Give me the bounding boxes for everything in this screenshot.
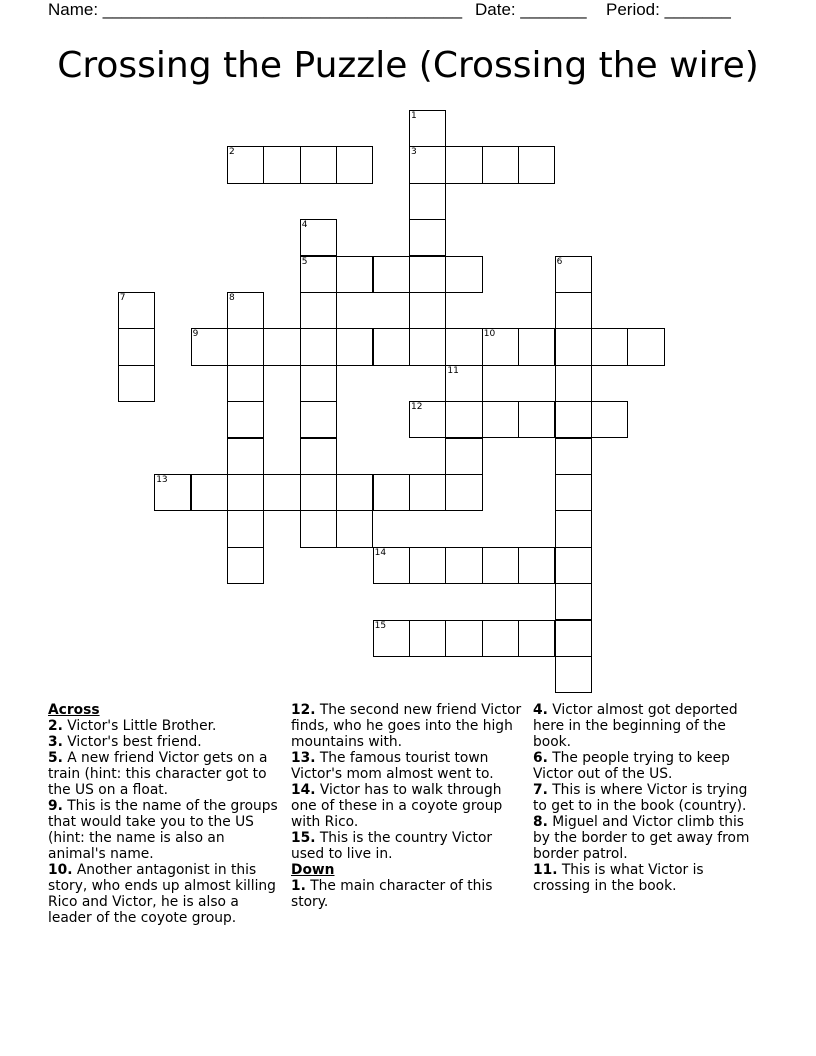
- grid-cell[interactable]: [154, 474, 191, 511]
- clues-column-1: [48, 702, 280, 926]
- grid-cell[interactable]: [482, 146, 519, 183]
- grid-cell[interactable]: [227, 401, 264, 438]
- grid-cell[interactable]: [118, 328, 155, 365]
- down-heading: Down: [291, 862, 335, 878]
- grid-cell[interactable]: [445, 256, 482, 293]
- grid-cell[interactable]: [300, 438, 337, 475]
- grid-cell[interactable]: [482, 328, 519, 365]
- page-title: Crossing the Puzzle (Crossing the wire): [57, 45, 759, 86]
- grid-cell[interactable]: [482, 547, 519, 584]
- grid-cell[interactable]: [445, 620, 482, 657]
- clue-down-4: 4. Victor almost got deported here in the beginning of the book.: [533, 702, 738, 750]
- grid-cell[interactable]: [300, 365, 337, 402]
- grid-cell[interactable]: [409, 474, 446, 511]
- clue-number: 2: [229, 147, 235, 158]
- grid-cell[interactable]: [627, 328, 664, 365]
- clue-number: 9: [192, 329, 199, 340]
- grid-cell[interactable]: [409, 146, 446, 183]
- clue-number: 11: [447, 365, 459, 376]
- grid-cell[interactable]: [555, 256, 592, 293]
- date-field-label: Date: _______: [475, 0, 587, 19]
- clues-column-2: [291, 702, 523, 910]
- clue-across-3: 3. Victor's best friend.: [48, 734, 202, 750]
- grid-cell[interactable]: [445, 365, 482, 402]
- grid-cell[interactable]: [300, 474, 337, 511]
- grid-cell[interactable]: [409, 219, 446, 256]
- grid-cell[interactable]: [191, 328, 228, 365]
- grid-cell[interactable]: [118, 292, 155, 329]
- period-field-label: Period: _______: [606, 0, 731, 19]
- clue-down-7: 7. This is where Victor is trying to get to in the book (country).: [533, 782, 748, 814]
- clue-across-10: 10. Another antagonist in this story, who ends up almost killing Rico and Victor, he is also a leader of the coyote group.: [48, 862, 276, 926]
- grid-cell[interactable]: [445, 146, 482, 183]
- grid-cell[interactable]: [591, 401, 628, 438]
- grid-cell[interactable]: [227, 328, 264, 365]
- grid-cell[interactable]: [555, 583, 592, 620]
- clue-across-2: 2. Victor's Little Brother.: [48, 718, 217, 734]
- grid-cell[interactable]: [445, 401, 482, 438]
- grid-cell[interactable]: [227, 438, 264, 475]
- clue-number: 7: [119, 293, 126, 303]
- grid-cell[interactable]: [409, 620, 446, 657]
- grid-cell[interactable]: [409, 328, 446, 365]
- clue-number: 10: [483, 329, 496, 340]
- grid-cell[interactable]: [555, 401, 592, 438]
- grid-cell[interactable]: [518, 547, 555, 584]
- grid-cell[interactable]: [336, 256, 373, 293]
- clue-number: 5: [301, 256, 308, 267]
- grid-cell[interactable]: [373, 328, 410, 365]
- grid-cell[interactable]: [227, 292, 264, 329]
- grid-cell[interactable]: [373, 620, 410, 657]
- grid-cell[interactable]: [263, 328, 300, 365]
- grid-cell[interactable]: [191, 474, 228, 511]
- grid-cell[interactable]: [227, 547, 264, 584]
- name-field-label: Name: ______________________________________: [48, 0, 463, 19]
- grid-cell[interactable]: [300, 401, 337, 438]
- clue-across-5: 5. A new friend Victor gets on a train (hint: this character got to the US on a float.: [48, 750, 268, 798]
- clue-across-12: 12. The second new friend Victor finds, who he goes into the high mountains with.: [291, 702, 522, 750]
- grid-cell[interactable]: [263, 474, 300, 511]
- grid-cell[interactable]: [227, 510, 264, 547]
- across-heading: Across: [48, 702, 100, 718]
- grid-cell[interactable]: [409, 110, 446, 147]
- grid-cell[interactable]: [300, 510, 337, 547]
- grid-cell[interactable]: [336, 146, 373, 183]
- grid-cell[interactable]: [263, 146, 300, 183]
- grid-cell[interactable]: [591, 328, 628, 365]
- grid-cell[interactable]: [300, 146, 337, 183]
- grid-cell[interactable]: [518, 620, 555, 657]
- grid-cell[interactable]: [518, 401, 555, 438]
- grid-cell[interactable]: [409, 547, 446, 584]
- clue-down-1: 1. The main character of this story.: [291, 878, 493, 910]
- grid-cell[interactable]: [555, 474, 592, 511]
- grid-cell[interactable]: [227, 365, 264, 402]
- grid-cell[interactable]: [336, 474, 373, 511]
- grid-cell[interactable]: [300, 219, 337, 256]
- grid-cell[interactable]: [409, 256, 446, 293]
- grid-cell[interactable]: [227, 146, 264, 183]
- grid-cell[interactable]: [409, 183, 446, 220]
- clue-number: 14: [374, 547, 387, 558]
- grid-cell[interactable]: [373, 256, 410, 293]
- clue-number: 4: [301, 220, 308, 231]
- clue-number: 12: [411, 402, 423, 413]
- clue-number: 13: [156, 475, 168, 485]
- clue-down-11: 11. This is what Victor is crossing in the book.: [533, 862, 704, 894]
- clue-down-6: 6. The people trying to keep Victor out of the US.: [533, 750, 730, 782]
- grid-cell[interactable]: [409, 401, 446, 438]
- grid-cell[interactable]: [118, 365, 155, 402]
- grid-cell[interactable]: [336, 328, 373, 365]
- clue-number: 8: [229, 293, 235, 303]
- grid-cell[interactable]: [409, 292, 446, 329]
- grid-cell[interactable]: [227, 474, 264, 511]
- grid-cell[interactable]: [373, 547, 410, 584]
- grid-cell[interactable]: [555, 365, 592, 402]
- grid-cell[interactable]: [373, 474, 410, 511]
- grid-cell[interactable]: [300, 328, 337, 365]
- grid-cell[interactable]: [445, 438, 482, 475]
- grid-cell[interactable]: [445, 547, 482, 584]
- grid-cell[interactable]: [555, 328, 592, 365]
- grid-cell[interactable]: [300, 292, 337, 329]
- grid-cell[interactable]: [482, 620, 519, 657]
- grid-cell[interactable]: [555, 510, 592, 547]
- grid-cell[interactable]: [555, 656, 592, 693]
- grid-cell[interactable]: [555, 547, 592, 584]
- grid-cell[interactable]: [336, 510, 373, 547]
- clue-number: 6: [556, 256, 563, 267]
- grid-cell[interactable]: [518, 146, 555, 183]
- grid-cell[interactable]: [445, 474, 482, 511]
- clue-across-15: 15. This is the country Victor used to live in.: [291, 830, 493, 862]
- clue-number: 15: [374, 620, 387, 631]
- grid-cell[interactable]: [518, 328, 555, 365]
- clues-column-3: [533, 702, 765, 894]
- grid-cell[interactable]: [555, 292, 592, 329]
- grid-cell[interactable]: [482, 401, 519, 438]
- clue-down-8: 8. Miguel and Victor climb this by the border to get away from border patrol.: [533, 814, 750, 862]
- clue-across-9: 9. This is the name of the groups that would take you to the US (hint: the name is also an animal's name.: [48, 798, 278, 862]
- clue-across-13: 13. The famous tourist town Victor's mom almost went to.: [291, 750, 494, 782]
- grid-cell[interactable]: [555, 620, 592, 657]
- clue-number: 1: [411, 111, 417, 121]
- clue-number: 3: [411, 147, 417, 158]
- grid-cell[interactable]: [555, 438, 592, 475]
- clue-across-14: 14. Victor has to walk through one of these in a coyote group with Rico.: [291, 782, 503, 830]
- grid-cell[interactable]: [445, 328, 482, 365]
- grid-cell[interactable]: [300, 256, 337, 293]
